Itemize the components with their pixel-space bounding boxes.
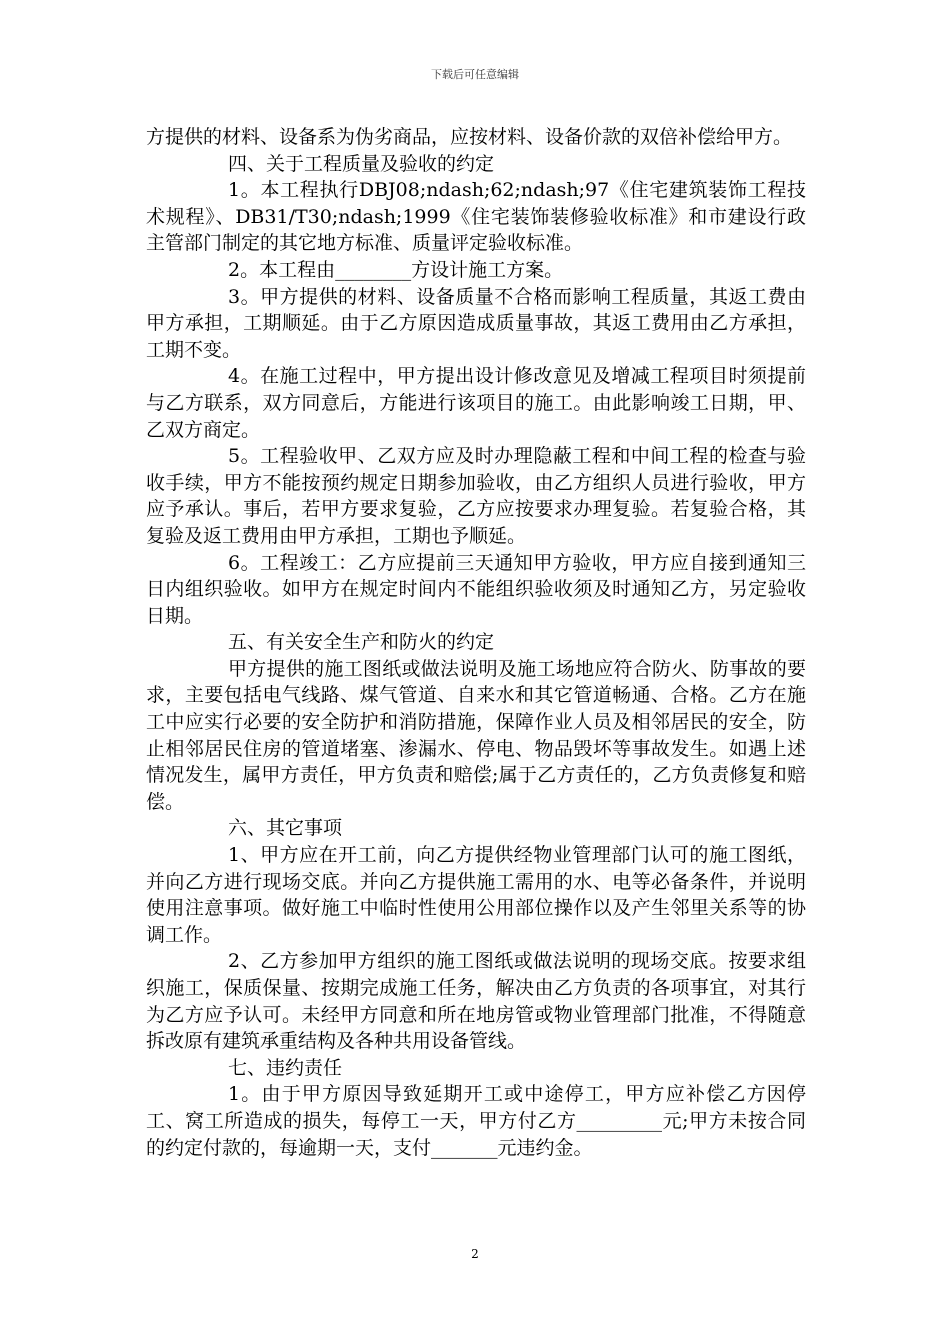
section-heading: 四、关于工程质量及验收的约定 xyxy=(228,152,495,175)
paragraph: 5。工程验收甲、乙双方应及时办理隐蔽工程和中间工程的检查与验收手续，甲方不能按预约规定日期参加验收，由乙方组织人员进行验收，甲方应予承认。事后，若甲方要求复验，乙方应按要求办理复验。若复验合格，其复验及返工费用由甲方承担，工期也予顺延。 xyxy=(146,445,806,547)
paragraph: 甲方提供的施工图纸或做法说明及施工场地应符合防火、防事故的要求，主要包括电气线路、煤气管道、自来水和其它管道畅通、合格。乙方在施工中应实行必要的安全防护和消防措施，保障作业人员及相邻居民的安全，防止相邻居民住房的管道堵塞、渗漏水、停电、物品毁坏等事故发生。如遇上述情况发生，属甲方责任，甲方负责和赔偿;属于乙方责任的，乙方负责修复和赔偿。 xyxy=(146,657,806,813)
section-heading: 六、其它事项 xyxy=(228,817,343,840)
paragraph: 6。工程竣工：乙方应提前三天通知甲方验收，甲方应自接到通知三日内组织验收。如甲方在规定时间内不能组织验收须及时通知乙方，另定验收日期。 xyxy=(146,551,806,627)
page-number: 2 xyxy=(471,1247,479,1261)
paragraph: 1。由于甲方原因导致延期开工或中途停工，甲方应补偿乙方因停工、窝工所造成的损失，每停工一天，甲方付乙方_________元;甲方未按合同的约定付款的，每逾期一天，支付_______元违约金。 xyxy=(146,1083,806,1159)
section-heading: 七、违约责任 xyxy=(228,1056,343,1079)
paragraph: 3。甲方提供的材料、设备质量不合格而影响工程质量，其返工费由甲方承担，工期顺延。由于乙方原因造成质量事故，其返工费用由乙方承担，工期不变。 xyxy=(146,285,806,361)
paragraph: 2、乙方参加甲方组织的施工图纸或做法说明的现场交底。按要求组织施工，保质保量、按期完成施工任务，解决由乙方负责的各项事宜，对其行为乙方应予认可。未经甲方同意和所在地房管或物业管理部门批准，不得随意拆改原有建筑承重结构及各种共用设备管线。 xyxy=(146,950,806,1053)
page-header-note: 下载后可任意编辑 xyxy=(431,68,519,81)
document-body xyxy=(146,124,806,1161)
section-heading: 五、有关安全生产和防火的约定 xyxy=(228,631,495,654)
paragraph: 1。本工程执行DBJ08;ndash;62;ndash;97《住宅建筑装饰工程技术规程》、DB31/T30;ndash;1999《住宅装饰装修验收标准》和市建设行政主管部门制定的其它地方标准、质量评定验收标准。 xyxy=(146,179,806,255)
paragraph: 2。本工程由________方设计施工方案。 xyxy=(228,258,564,281)
paragraph: 方提供的材料、设备系为伪劣商品，应按材料、设备价款的双倍补偿给甲方。 xyxy=(146,126,793,148)
paragraph: 4。在施工过程中，甲方提出设计修改意见及增减工程项目时须提前与乙方联系，双方同意后，方能进行该项目的施工。由此影响竣工日期，甲、乙双方商定。 xyxy=(146,365,806,441)
paragraph: 1、甲方应在开工前，向乙方提供经物业管理部门认可的施工图纸，并向乙方进行现场交底。并向乙方提供施工需用的水、电等必备条件，并说明使用注意事项。做好施工中临时性使用公用部位操作以及产生邻里关系等的协调工作。 xyxy=(146,844,806,946)
